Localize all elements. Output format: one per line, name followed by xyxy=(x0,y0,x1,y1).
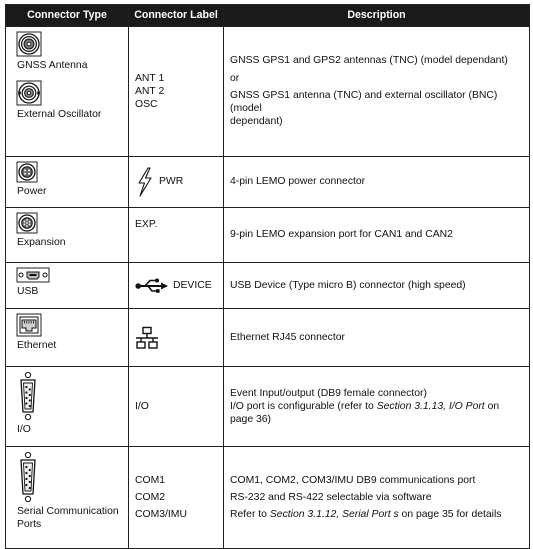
label-osc: OSC xyxy=(135,99,158,111)
type-label-gnss-antenna: GNSS Antenna xyxy=(17,60,88,71)
desc-expansion: 9-pin LEMO expansion port for CAN1 and CAN2 xyxy=(230,229,453,241)
serial-section-reference: Section 3.1.12, Serial Port s xyxy=(269,509,399,521)
desc-gnss-or: or xyxy=(230,72,240,84)
desc-ethernet: Ethernet RJ45 connector xyxy=(230,331,345,343)
desc-gnss-line4: dependant) xyxy=(230,116,283,128)
type-label-external-oscillator: External Oscillator xyxy=(17,109,102,121)
cell-desc-serial xyxy=(224,447,530,549)
cell-type-io xyxy=(6,367,129,447)
table-row-gnss xyxy=(6,27,530,157)
label-exp: EXP. xyxy=(135,219,158,230)
lemo-power-icon xyxy=(16,161,38,183)
cell-label-expansion xyxy=(129,208,224,263)
table-row-usb xyxy=(6,263,530,309)
db9-io-connector-icon xyxy=(16,371,40,421)
desc-serial-line2: RS-232 and RS-422 selectable via software xyxy=(230,491,432,503)
table-row-ethernet xyxy=(6,309,530,367)
cell-desc-io xyxy=(224,367,530,447)
cell-label-usb xyxy=(129,263,224,309)
label-com1: COM1 xyxy=(135,474,166,486)
label-ant1: ANT 1 xyxy=(135,72,165,84)
header-connector-label: Connector Label xyxy=(129,5,224,27)
label-com2: COM2 xyxy=(135,491,166,503)
desc-gnss-line1: GNSS GPS1 and GPS2 antennas (TNC) (model dependant) xyxy=(230,55,508,67)
network-lan-icon xyxy=(135,326,159,350)
connector-table xyxy=(5,4,530,549)
table-row-io xyxy=(6,367,530,447)
rj45-port-icon xyxy=(16,313,42,337)
cell-desc-power xyxy=(224,157,530,208)
lightning-bolt-icon xyxy=(135,167,155,197)
type-label-serial-line1: Serial Communication xyxy=(17,506,119,517)
type-label-expansion: Expansion xyxy=(17,237,66,248)
label-pwr: PWR xyxy=(159,176,184,188)
usb-trident-icon xyxy=(135,278,169,294)
desc-power: 4-pin LEMO power connector xyxy=(230,176,366,188)
table-row-expansion xyxy=(6,208,530,263)
desc-io-line3: page 36) xyxy=(230,414,272,426)
label-io: I/O xyxy=(135,400,149,412)
desc-gnss-line3: GNSS GPS1 antenna (TNC) and external oscillator (BNC) (model xyxy=(230,89,498,115)
cell-type-expansion xyxy=(6,208,129,263)
cell-type-usb xyxy=(6,263,129,309)
desc-usb: USB Device (Type micro B) connector (high speed) xyxy=(230,279,466,291)
lemo-expansion-icon xyxy=(16,212,38,234)
header-description: Description xyxy=(224,5,530,27)
table-row-serial xyxy=(6,447,530,549)
desc-serial-line1: COM1, COM2, COM3/IMU DB9 communications port xyxy=(230,474,476,486)
cell-label-ethernet xyxy=(129,309,224,367)
header-connector-type: Connector Type xyxy=(6,5,129,27)
db9-serial-connector-icon xyxy=(16,451,40,503)
label-device: DEVICE xyxy=(173,279,212,291)
cell-desc-ethernet xyxy=(224,309,530,367)
type-label-usb: USB xyxy=(17,286,39,297)
table-row-power xyxy=(6,157,530,208)
cell-type-power xyxy=(6,157,129,208)
label-com3-imu: COM3/IMU xyxy=(135,509,187,521)
label-ant2: ANT 2 xyxy=(135,85,165,97)
type-label-serial-line2: Ports xyxy=(17,519,42,531)
type-label-ethernet: Ethernet xyxy=(17,340,57,351)
cell-desc-expansion xyxy=(224,208,530,263)
usb-port-icon xyxy=(16,267,50,283)
type-label-power: Power xyxy=(17,186,47,197)
cell-desc-gnss xyxy=(224,27,530,157)
desc-io-line2: I/O port is configurable (refer to Section 3.1.13, I/O Port on xyxy=(230,400,500,412)
type-label-io: I/O xyxy=(17,424,31,435)
cell-label-io xyxy=(129,367,224,447)
cell-type-ethernet xyxy=(6,309,129,367)
cell-label-gnss xyxy=(129,27,224,157)
desc-serial-line3: Refer to Section 3.1.12, Serial Port s on page 35 for details xyxy=(230,509,502,521)
io-section-reference: Section 3.1.13, I/O Port xyxy=(376,400,485,412)
tnc-connector-icon xyxy=(16,31,42,57)
cell-type-serial xyxy=(6,447,129,549)
cell-label-power xyxy=(129,157,224,208)
desc-io-line1: Event Input/output (DB9 female connector) xyxy=(230,387,427,399)
bnc-connector-icon xyxy=(16,80,42,106)
table-header-row xyxy=(6,5,530,27)
cell-desc-usb xyxy=(224,263,530,309)
cell-type-gnss xyxy=(6,27,129,157)
cell-label-serial xyxy=(129,447,224,549)
